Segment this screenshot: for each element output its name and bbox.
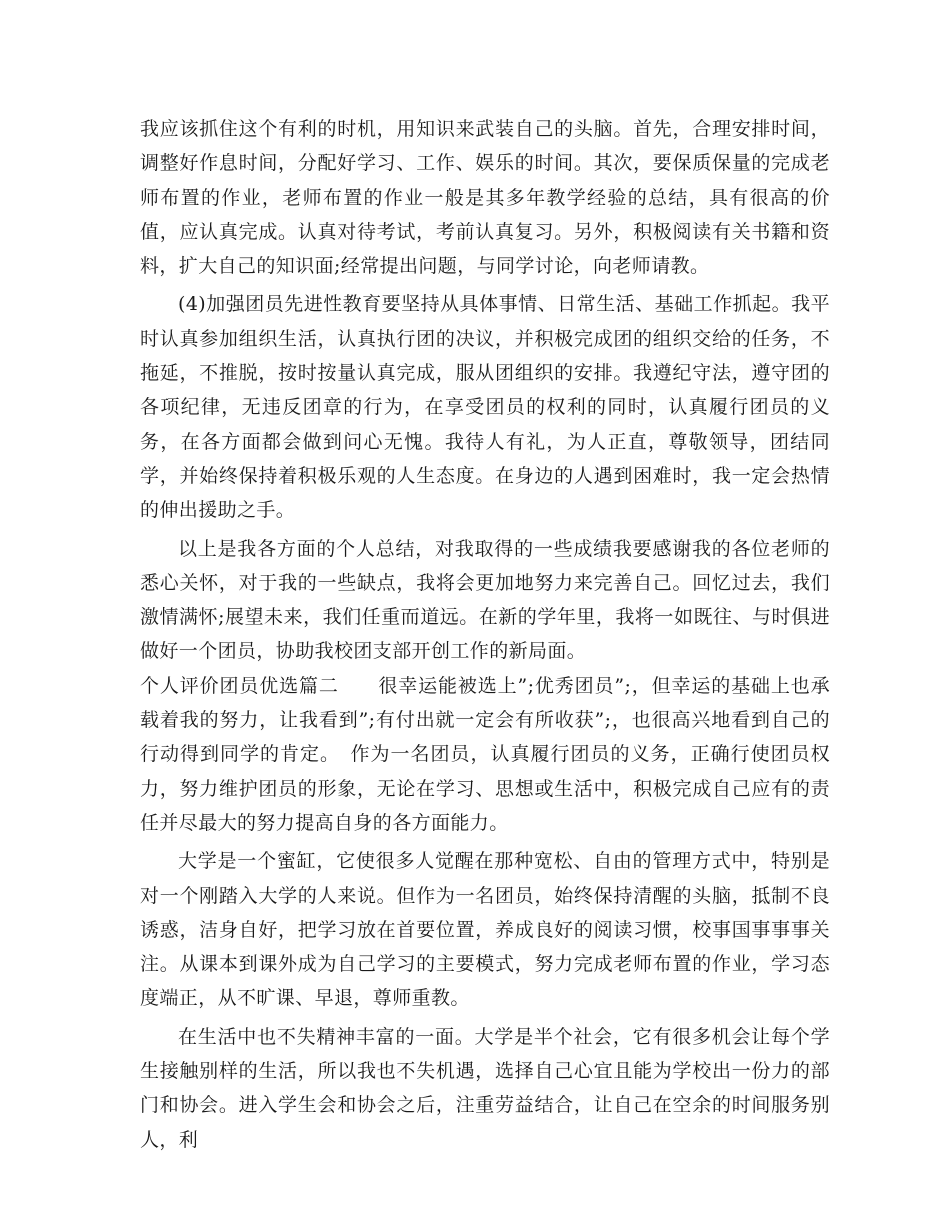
- paragraph-university-life: 大学是一个蜜缸，它使很多人觉醒在那种宽松、自由的管理方式中，特别是对一个刚踏入大学的人来说。但作为一名团员，始终保持清醒的头脑，抵制不良诱惑，洁身自好，把学习放在首要位置，养成良好的阅读习惯，校事国事事事关注。从课本到课外成为自己学习的主要模式，努力完成老师布置的作业，学习态度端正，从不旷课、早退，尊师重教。: [140, 850, 830, 1010]
- paragraph-social-life: 在生活中也不失精神丰富的一面。大学是半个社会，它有很多机会让每个学生接触别样的生活，所以我也不失机遇，选择自己心宜且能为学校出一份力的部门和协会。进入学生会和协会之后，注重劳益结合，让自己在空余的时间服务别人，利: [140, 1025, 830, 1151]
- document-body: [140, 112, 830, 1157]
- paragraph-summary: 以上是我各方面的个人总结，对我取得的一些成绩我要感谢我的各位老师的悉心关怀，对于我的一些缺点，我将会更加地努力来完善自己。回忆过去，我们激情满怀;展望未来，我们任重而道远。在新的学年里，我将一如既往、与时俱进做好一个团员，协助我校团支部开创工作的新局面。: [140, 537, 830, 663]
- paragraph-advanced-education: (4)加强团员先进性教育要坚持从具体事情、日常生活、基础工作抓起。我平时认真参加组织生活，认真执行团的决议，并积极完成团的组织交给的任务，不拖延，不推脱，按时按量认真完成，服从团组织的安排。我遵纪守法，遵守团的各项纪律，无违反团章的行为，在享受团员的权利的同时，认真履行团员的义务，在各方面都会做到问心无愧。我待人有礼，为人正直，尊敬领导，团结同学，并始终保持着积极乐观的人生态度。在身边的人遇到困难时，我一定会热情的伸出援助之手。: [140, 293, 830, 522]
- paragraph-study-plan: 我应该抓住这个有利的时机，用知识来武装自己的头脑。首先，合理安排时间，调整好作息时间，分配好学习、工作、娱乐的时间。其次，要保质保量的完成老师布置的作业，老师布置的作业一般是其多年教学经验的总结，具有很高的价值，应认真完成。认真对待考试，考前认真复习。另外，积极阅读有关书籍和资料，扩大自己的知识面;经常提出问题，与同学讨论，向老师请教。: [140, 118, 830, 278]
- paragraph-section-two: 个人评价团员优选篇二 很幸运能被选上”;优秀团员”;，但幸运的基础上也承载着我的努力，让我看到”;有付出就一定会有所收获”;，也很高兴地看到自己的行动得到同学的肯定。 作为一名团员，认真履行团员的义务，正确行使团员权力，努力维护团员的形象，无论在学习、思想或生活中，积极完成自己应有的责任并尽最大的努力提高自身的各方面能力。: [140, 674, 830, 834]
